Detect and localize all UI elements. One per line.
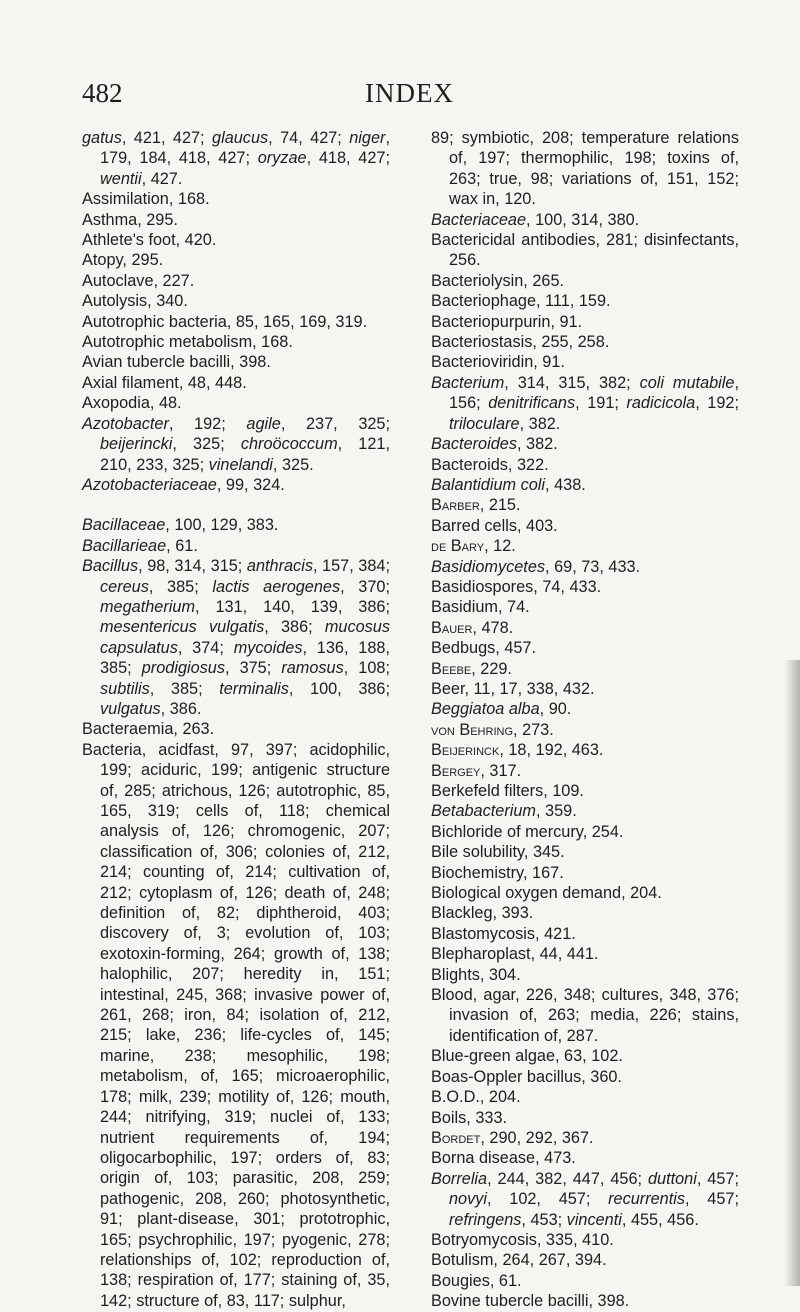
- index-entry: Bacteriophage, 111, 159.: [431, 292, 611, 311]
- index-entry: Bacteriaceae, 100, 314, 380.: [431, 210, 640, 229]
- index-entry: Autotrophic metabolism, 168.: [82, 333, 293, 352]
- index-entry: Biochemistry, 167.: [431, 863, 564, 882]
- index-entry: Bauer, 478.: [431, 618, 514, 637]
- index-entry: Blackleg, 393.: [431, 904, 534, 923]
- index-entry: Bacteriolysin, 265.: [431, 271, 565, 290]
- index-entry: Azotobacter, 192; agile, 237, 325; beijerincki, 325; chroöcoccum, 121, 210, 233, 325; vinelandi, 325.: [82, 414, 391, 474]
- index-column-left: [82, 128, 390, 1311]
- index-entry: Assimilation, 168.: [82, 190, 210, 209]
- index-entry: Blue-green algae, 63, 102.: [431, 1047, 623, 1066]
- index-entry: Bactericidal antibodies, 281; disinfectants, 256.: [431, 231, 739, 270]
- index-entry: Barred cells, 403.: [431, 516, 558, 535]
- index-column-right: [431, 128, 739, 1312]
- index-entry: Blights, 304.: [431, 965, 521, 984]
- index-entry: Blastomycosis, 421.: [431, 924, 576, 943]
- index-entry: Bacteroides, 382.: [431, 435, 558, 454]
- index-entry: Betabacterium, 359.: [431, 802, 577, 821]
- index-entry: Beer, 11, 17, 338, 432.: [431, 679, 595, 698]
- index-entry: Boas-Oppler bacillus, 360.: [431, 1067, 622, 1086]
- index-entry: Bacteroids, 322.: [431, 455, 549, 474]
- index-entry: de Bary, 12.: [431, 537, 516, 556]
- page-edge-shadow: [784, 660, 800, 1286]
- index-entry: Bougies, 61.: [431, 1271, 522, 1290]
- index-entry: Bacteriostasis, 255, 258.: [431, 333, 610, 352]
- index-entry: Axial filament, 48, 448.: [82, 373, 247, 392]
- index-entry: Bile solubility, 345.: [431, 843, 565, 862]
- index-entry: Botryomycosis, 335, 410.: [431, 1230, 614, 1249]
- index-entry: 89; symbiotic, 208; temperature relations of, 197; thermophilic, 198; toxins of, 263; true, 98; variations of, 151, 152; wax in, 120.: [431, 129, 739, 209]
- index-entry: Borrelia, 244, 382, 447, 456; duttoni, 457; novyi, 102, 457; recurrentis, 457; refringens, 453; vincenti, 455, 456.: [431, 1169, 739, 1229]
- index-entry: Biological oxygen demand, 204.: [431, 884, 662, 903]
- index-entry: Bacteriopurpurin, 91.: [431, 312, 583, 331]
- index-entry: Botulism, 264, 267, 394.: [431, 1251, 607, 1270]
- index-entry: Athlete's foot, 420.: [82, 231, 217, 250]
- page-header: [82, 78, 737, 118]
- index-entry: von Behring, 273.: [431, 720, 554, 739]
- index-entry: Bacillus, 98, 314, 315; anthracis, 157, 384; cereus, 385; lactis aerogenes, 370; megatherium, 131, 140, 139, 386; mesentericus vulgatis, 386; mucosus capsulatus, 374; mycoides, 136, 188, 385; prodigiosus, 375; ramosus, 108; subtilis, 385; terminalis, 100, 386; vulgatus, 386.: [82, 557, 391, 718]
- index-entry: Autoclave, 227.: [82, 271, 195, 290]
- index-entry: Bichloride of mercury, 254.: [431, 822, 624, 841]
- index-entry: Bovine tubercle bacilli, 398.: [431, 1292, 630, 1311]
- index-entry: B.O.D., 204.: [431, 1088, 521, 1107]
- index-entry: Basidiomycetes, 69, 73, 433.: [431, 557, 641, 576]
- index-entry: Bacillaceae, 100, 129, 383.: [82, 516, 279, 535]
- index-entry: Bordet, 290, 292, 367.: [431, 1128, 594, 1147]
- index-entry: Balantidium coli, 438.: [431, 475, 586, 494]
- section-gap: [82, 495, 390, 515]
- index-entry: Basidiospores, 74, 433.: [431, 577, 602, 596]
- index-entry: Azotobacteriaceae, 99, 324.: [82, 475, 285, 494]
- index-entry: Bacterioviridin, 91.: [431, 353, 565, 372]
- index-entry: Bedbugs, 457.: [431, 639, 537, 658]
- index-entry: Basidium, 74.: [431, 598, 530, 617]
- index-entry: Bacteraemia, 263.: [82, 720, 215, 739]
- index-entry: Beebe, 229.: [431, 659, 512, 678]
- index-entry: Asthma, 295.: [82, 210, 178, 229]
- index-entry: Autolysis, 340.: [82, 292, 188, 311]
- index-entry: Atopy, 295.: [82, 251, 164, 270]
- page-number: 482: [82, 78, 123, 108]
- index-entry: Beijerinck, 18, 192, 463.: [431, 741, 604, 760]
- index-entry: Borna disease, 473.: [431, 1149, 576, 1168]
- index-entry: Barber, 215.: [431, 496, 521, 515]
- index-entry: Blepharoplast, 44, 441.: [431, 945, 599, 964]
- index-entry: Bacteria, acidfast, 97, 397; acidophilic, 199; aciduric, 199; antigenic structure of, 285; atrichous, 126; autotrophic, 85, 165, 319; cells of, 118; chemical analysis of, 126; chromogenic, 207; classification of, 306; colonies of, 212, 214; counting of, 214; cultivation of, 212; cytoplasm of, 126; death of, 248; definition of, 82; diphtheroid, 403; discovery of, 3; evolution of, 103; exotoxin-forming, 264; growth of, 138; halophilic, 207; heredity in, 151; intestinal, 245, 368; invasive power of, 261, 268; iron, 84; isolation of, 212, 215; lake, 236; life-cycles of, 145; marine, 238; mesophilic, 198; metabolism, of, 165; microaerophilic, 178; milk, 239; motility of, 126; mouth, 244; nitrifying, 319; nuclei of, 133; nutrient requirements of, 194; oligocarbophilic, 197; orders of, 83; origin of, 103; parasitic, 208, 259; pathogenic, 208, 260; photosynthetic, 91; plant-disease, 301; prototrophic, 165; psychrophilic, 197; pyogenic, 278; relationships of, 102; reproduction of, 138; respiration of, 177; staining of, 35, 142; structure of, 83, 117; sulphur,: [82, 740, 390, 1310]
- index-entry: Bacillarieae, 61.: [82, 536, 198, 555]
- index-entry: Boils, 333.: [431, 1108, 508, 1127]
- index-entry: Beggiatoa alba, 90.: [431, 700, 572, 719]
- index-entry: Blood, agar, 226, 348; cultures, 348, 376; invasion of, 263; media, 226; stains, identification of, 287.: [431, 986, 739, 1045]
- index-entry: Avian tubercle bacilli, 398.: [82, 353, 271, 372]
- index-entry: Berkefeld filters, 109.: [431, 782, 584, 800]
- index-entry: Axopodia, 48.: [82, 394, 182, 413]
- index-entry: gatus, 421, 427; glaucus, 74, 427; niger, 179, 184, 418, 427; oryzae, 418, 427; wentii, 427.: [82, 129, 390, 188]
- index-entry: Bergey, 317.: [431, 761, 522, 780]
- index-entry: Autotrophic bacteria, 85, 165, 169, 319.: [82, 312, 368, 331]
- index-entry: Bacterium, 314, 315, 382; coli mutabile, 156; denitrificans, 191; radicicola, 192; triloculare, 382.: [431, 373, 739, 433]
- page-title: INDEX: [365, 78, 454, 108]
